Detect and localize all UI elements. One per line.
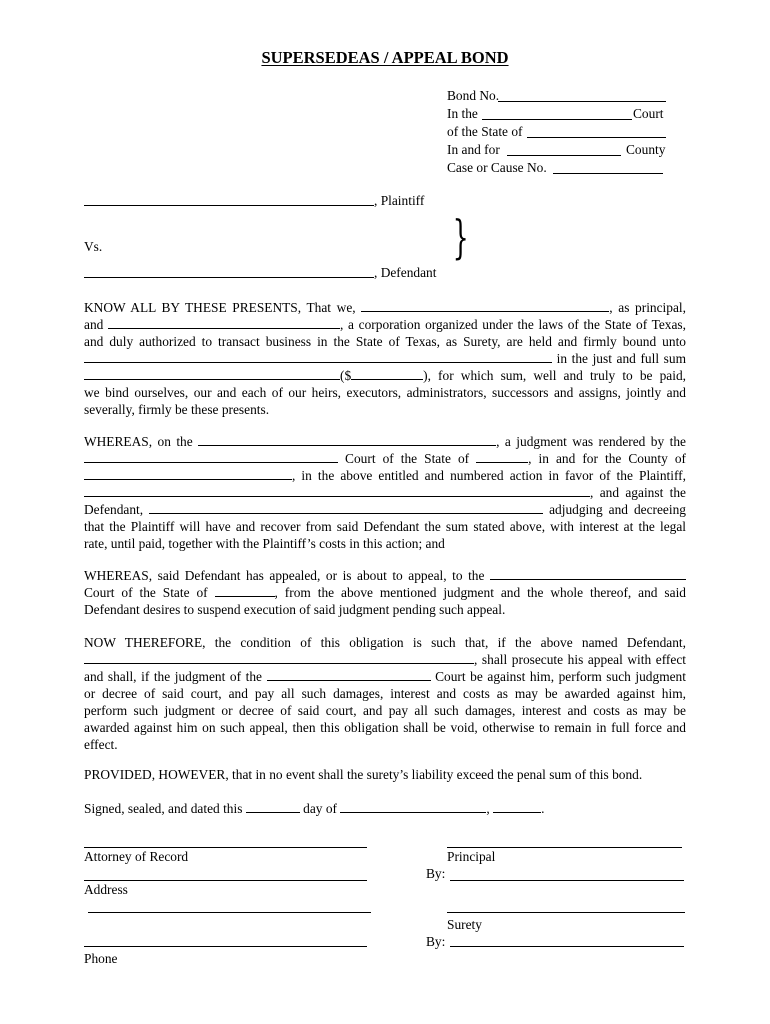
principal-label: Principal <box>447 849 496 864</box>
para2-text: that the Plaintiff will have and recover from said Defendant the sum stated above, with interest at the legal <box>84 519 686 534</box>
attorney-signature-line[interactable] <box>84 847 367 848</box>
court-label: Court <box>633 106 664 121</box>
paragraph-know-all <box>84 299 686 418</box>
defendant-label: , Defendant <box>374 265 437 280</box>
trial-state-field[interactable] <box>476 451 528 463</box>
para4-text: , shall prosecute his appeal with effect <box>474 652 686 667</box>
brace-symbol: } <box>452 210 469 264</box>
signed-day-field[interactable] <box>246 801 300 813</box>
signed-line: Signed, sealed, and dated this day of , . <box>84 801 545 816</box>
para1-text: , as principal, <box>609 300 686 315</box>
trial-county-field[interactable] <box>84 468 292 480</box>
case-no-field[interactable] <box>553 173 663 174</box>
plaintiff-field[interactable] <box>84 205 374 206</box>
surety-name-field[interactable] <box>108 317 340 329</box>
phone-line[interactable] <box>84 946 367 947</box>
sum-words-field[interactable] <box>84 368 340 380</box>
para2-text: Court of the State of <box>345 451 470 466</box>
para2-text: , a judgment was rendered by the <box>496 434 686 449</box>
para1-text: and <box>84 317 104 332</box>
principal-signature-line[interactable] <box>447 847 682 848</box>
by-label-1: By: <box>426 866 446 881</box>
state-field[interactable] <box>527 137 666 138</box>
sum-amount-field[interactable] <box>351 368 423 380</box>
of-state-label: of the State of <box>447 124 523 139</box>
signed-text: Signed, sealed, and dated this <box>84 801 243 816</box>
county-field[interactable] <box>507 155 621 156</box>
judgment-date-field[interactable] <box>198 434 496 446</box>
judgment-court-field[interactable] <box>267 669 431 681</box>
para1-text: ), for which sum, well and truly to be paid, <box>423 368 686 383</box>
para4-text: perform such judgment or decree of said court, and pay all such damages, interest and costs as may be <box>84 703 686 718</box>
document-title: SUPERSEDEAS / APPEAL BOND <box>261 48 509 67</box>
para2-text: Defendant, <box>84 502 144 517</box>
signed-year-field[interactable] <box>493 801 541 813</box>
appeal-court-field[interactable] <box>490 568 686 580</box>
para2-text: , and against the <box>590 485 686 500</box>
trial-court-field[interactable] <box>84 451 338 463</box>
para2-text: , in the above entitled and numbered action in favor of the Plaintiff, <box>292 468 686 483</box>
address-label: Address <box>84 882 128 897</box>
para1-text: ($ <box>340 368 352 383</box>
para4-text: effect. <box>84 737 118 752</box>
surety-signature-line[interactable] <box>447 912 685 913</box>
bond-no-label: Bond No. <box>447 88 500 103</box>
defendant-name-field[interactable] <box>84 652 474 664</box>
paragraph-whereas-appeal <box>84 567 686 618</box>
paragraph-now-therefore <box>84 634 686 753</box>
para1-text: we bind ourselves, our and each of our heirs, executors, administrators, successors and assigns, jointly and <box>84 385 686 400</box>
para1-text: and duly authorized to transact business in the State of Texas, as Surety, are held and firmly bound unto <box>84 334 686 349</box>
signed-month-field[interactable] <box>340 801 486 813</box>
para3-text: Defendant desires to suspend execution of said judgment pending such appeal. <box>84 602 506 617</box>
para4-text: or decree of said court, and pay all such damages, interest and costs as may be awarded against him, <box>84 686 686 701</box>
appeal-state-field[interactable] <box>215 585 275 597</box>
para2-text: adjudging and decreeing <box>549 502 686 517</box>
in-and-for-label: In and for <box>447 142 500 157</box>
para2-text: , in and for the County of <box>528 451 686 466</box>
in-the-label: In the <box>447 106 478 121</box>
para4-text: NOW THEREFORE, the condition of this obligation is such that, if the above named Defendant, <box>84 635 686 650</box>
defendant-against-field[interactable] <box>149 502 543 514</box>
para1-text: , a corporation organized under the laws of the State of Texas, <box>340 317 686 332</box>
para1-text: in the just and full sum <box>556 351 686 366</box>
county-label: County <box>626 142 666 157</box>
phone-label: Phone <box>84 951 118 966</box>
para1-text: KNOW ALL BY THESE PRESENTS, That we, <box>84 300 356 315</box>
address-line-2[interactable] <box>88 912 371 913</box>
para1-text: severally, firmly be these presents. <box>84 402 270 417</box>
para2-text: rate, until paid, together with the Plaintiff’s costs in this action; and <box>84 536 445 551</box>
para3-text: WHEREAS, said Defendant has appealed, or is about to appeal, to the <box>84 568 485 583</box>
signed-text: day of <box>303 801 337 816</box>
by-label-2: By: <box>426 934 446 949</box>
para2-text: WHEREAS, on the <box>84 434 193 449</box>
plaintiff-label: , Plaintiff <box>374 193 425 208</box>
para4-text: awarded against him on such appeal, then this obligation shall be void, otherwise to remain in full force and <box>84 720 686 735</box>
vs-label: Vs. <box>84 239 103 254</box>
para4-text: Court be against him, perform such judgment <box>435 669 686 684</box>
case-no-label: Case or Cause No. <box>447 160 547 175</box>
provided-clause: PROVIDED, HOWEVER, that in no event shall the surety’s liability exceed the penal sum of this bond. <box>84 767 643 782</box>
para3-text: Court of the State of <box>84 585 208 600</box>
para4-text: and shall, if the judgment of the <box>84 669 262 684</box>
principal-name-field[interactable] <box>361 300 609 312</box>
address-line[interactable] <box>84 880 367 881</box>
defendant-field[interactable] <box>84 277 374 278</box>
surety-by-line[interactable] <box>450 946 684 947</box>
bond-no-field[interactable] <box>498 101 666 102</box>
para3-text: , from the above mentioned judgment and the whole thereof, and said <box>274 585 686 600</box>
paragraph-whereas-judgment <box>84 433 686 552</box>
plaintiff-favor-field[interactable] <box>84 485 590 497</box>
signed-text: , <box>486 801 490 816</box>
surety-label: Surety <box>447 917 482 932</box>
court-name-field[interactable] <box>482 119 632 120</box>
attorney-label: Attorney of Record <box>84 849 189 864</box>
obligee-field[interactable] <box>84 351 552 363</box>
principal-by-line[interactable] <box>450 880 684 881</box>
